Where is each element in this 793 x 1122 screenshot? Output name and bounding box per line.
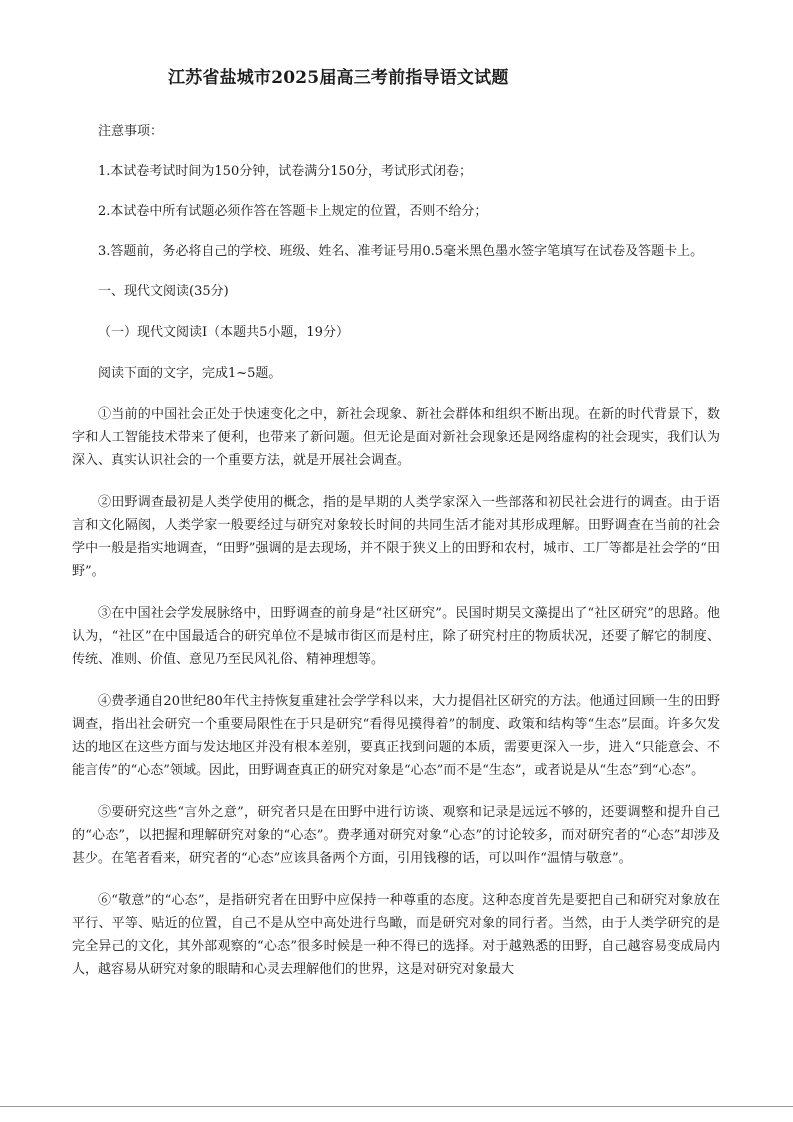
reading-instruction: 阅读下面的文字，完成1~5题。 [98,366,282,381]
paragraph-1: ①当前的中国社会正处于快速变化之中，新社会现象、新社会群体和组织不断出现。在新的时代背景下，数字和人工智能技术带来了便利，也带来了新问题。但无论是面对新社会现象还是网络虚构的社会现实，我们认为深入、真实认识社会的一个重要方法，就是开展社会调查。 [72,407,720,468]
document-title: 江苏省盐城市2025届高三考前指导语文试题 [168,68,509,88]
rule-3: 3.答题前，务必将自己的学校、班级、姓名、准考证号用0.5毫米黑色墨水签字笔填写在试卷及答题卡上。 [98,244,704,259]
paragraph-5: ⑤要研究这些“言外之意”，研究者只是在田野中进行访谈、观察和记录是远远不够的，还要调整和提升自己的“心态”，以把握和理解研究对象的“心态”。费孝通对研究对象“心态”的讨论较多，而对研究者的“心态”却涉及甚少。在笔者看来，研究者的“心态”应该具备两个方面，引用钱穆的话，可以叫作“温情与敬意”。 [72,805,720,866]
paragraph-2: ②田野调查最初是人类学使用的概念，指的是早期的人类学家深入一些部落和初民社会进行的调查。由于语言和文化隔阂，人类学家一般要经过与研究对象较长时间的共同生活才能对其形成理解。田野调查在当前的社会学中一般是指实地调查，“田野”强调的是去现场，并不限于狭义上的田野和农村，城市、工厂等都是社会学的“田野”。 [72,495,720,579]
paragraph-4: ④费孝通自20世纪80年代主持恢复重建社会学学科以来，大力提倡社区研究的方法。他通过回顾一生的田野调查，指出社会研究一个重要局限性在于只是研究“看得见摸得着”的制度、政策和结构等“生态”层面。许多欠发达的地区在这些方面与发达地区并没有根本差别，要真正找到问题的本质，需要更深入一步，进入“只能意会、不能言传”的“心态”领域。因此，田野调查真正的研究对象是“心态”而不是“生态”，或者说是从“生态”到“心态”。 [72,694,720,778]
rule-1: 1.本试卷考试时间为150分钟，试卷满分150分，考试形式闭卷； [98,164,473,179]
notice-heading: 注意事项： [98,124,164,139]
rule-2: 2.本试卷中所有试题必须作答在答题卡上规定的位置，否则不给分； [98,204,488,219]
subsection-heading: （一）现代文阅读Ⅰ（本题共5小题，19分） [98,325,349,340]
paragraph-6: ⑥“敬意”的“心态”，是指研究者在田野中应保持一种尊重的态度。这种态度首先是要把自己和研究对象放在平行、平等、贴近的位置，自己不是从空中高处进行鸟瞰，而是研究对象的同行者。当然，由于人类学研究的是完全异己的文化，其外部观察的“心态”很多时候是一种不得已的选择。对于越熟悉的田野，自己越容易变成局内人，越容易从研究对象的眼睛和心灵去理解他们的世界，这是对研究对象最大 [72,893,720,977]
paragraph-3: ③在中国社会学发展脉络中，田野调查的前身是“社区研究”。民国时期吴文藻提出了“社区研究”的思路。他认为，“社区”在中国最适合的研究单位不是城市街区而是村庄，除了研究村庄的物质状况，还要了解它的制度、传统、准则、价值、意见乃至民风礼俗、精神理想等。 [72,606,720,667]
page-bottom-divider [0,1106,793,1107]
document-body [72,120,720,1000]
section-heading: 一、现代文阅读(35分) [98,284,229,299]
